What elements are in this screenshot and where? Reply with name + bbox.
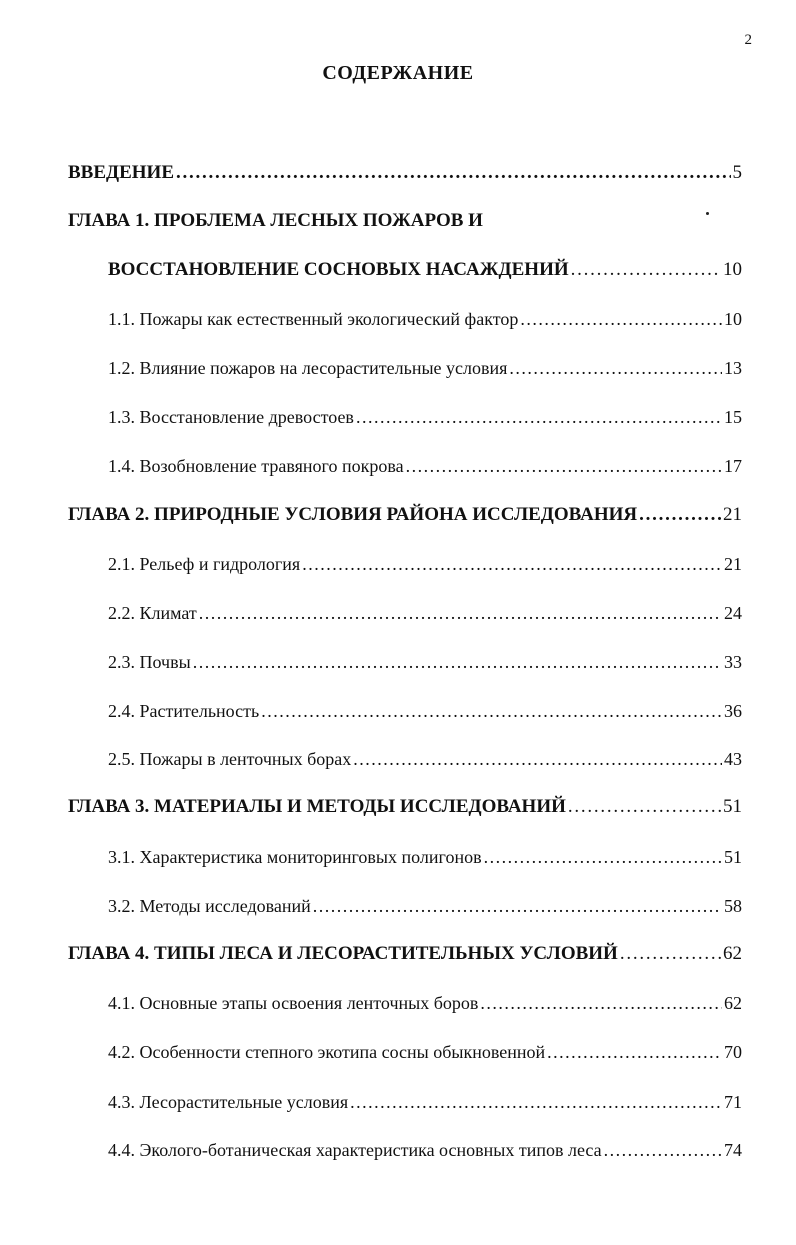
toc-entry-label: 1.2. Влияние пожаров на лесорастительные условия bbox=[108, 358, 508, 378]
toc-entry-2-3[interactable] bbox=[108, 649, 742, 675]
page-number: 2 bbox=[744, 32, 752, 48]
toc-entry-label: ВОССТАНОВЛЕНИЕ СОСНОВЫХ НАСАЖДЕНИЙ bbox=[108, 259, 569, 280]
toc-entry-1-2[interactable] bbox=[108, 355, 742, 381]
toc-entry-label: 2.5. Пожары в ленточных борах bbox=[108, 749, 352, 769]
toc-entry-chapter-1[interactable] bbox=[68, 208, 742, 234]
toc-entry-label: ГЛАВА 4. ТИПЫ ЛЕСА И ЛЕСОРАСТИТЕЛЬНЫХ УСЛОВИЙ bbox=[68, 943, 618, 964]
toc-entry-page: 43 bbox=[724, 749, 742, 769]
toc-entry-chapter-4[interactable] bbox=[68, 941, 742, 967]
toc-entry-page: 51 bbox=[723, 796, 742, 817]
toc-entry-label: ГЛАВА 1. ПРОБЛЕМА ЛЕСНЫХ ПОЖАРОВ И bbox=[68, 210, 483, 231]
toc-leader-dots bbox=[509, 355, 722, 381]
toc-leader-dots bbox=[193, 649, 722, 675]
toc-entry-2-1[interactable] bbox=[108, 551, 742, 577]
toc-entry-label: ГЛАВА 3. МАТЕРИАЛЫ И МЕТОДЫ ИССЛЕДОВАНИЙ bbox=[68, 796, 566, 817]
toc-entry-label: 1.3. Восстановление древостоев bbox=[108, 407, 354, 427]
toc-entry-introduction[interactable] bbox=[68, 160, 742, 186]
toc-entry-page: 36 bbox=[724, 701, 742, 721]
stray-mark bbox=[706, 212, 709, 215]
toc-entry-page: 5 bbox=[732, 162, 742, 183]
toc-leader-dots bbox=[302, 551, 722, 577]
toc-entry-label: 2.1. Рельеф и гидрология bbox=[108, 554, 301, 574]
toc-leader-dots bbox=[356, 404, 722, 430]
toc-entry-page: 17 bbox=[724, 456, 742, 476]
toc-entry-label: 2.3. Почвы bbox=[108, 652, 191, 672]
toc-leader-dots bbox=[520, 306, 722, 332]
toc-entry-page: 70 bbox=[724, 1042, 742, 1062]
toc-entry-4-4[interactable] bbox=[108, 1137, 742, 1163]
toc-leader-dots bbox=[313, 893, 722, 919]
toc-entry-label: 2.4. Растительность bbox=[108, 701, 260, 721]
toc-entry-label: 3.1. Характеристика мониторинговых полигонов bbox=[108, 847, 482, 867]
toc-entry-chapter-2[interactable] bbox=[68, 502, 742, 528]
toc-entry-4-3[interactable] bbox=[108, 1089, 742, 1115]
toc-leader-dots bbox=[571, 257, 721, 283]
toc-leader-dots bbox=[406, 453, 722, 479]
toc-entry-page: 51 bbox=[724, 847, 742, 867]
toc-entry-page: 24 bbox=[724, 603, 742, 623]
toc-entry-label: 2.2. Климат bbox=[108, 603, 197, 623]
toc-entry-2-5[interactable] bbox=[108, 746, 742, 772]
toc-entry-4-2[interactable] bbox=[108, 1039, 742, 1065]
toc-entry-chapter-3[interactable] bbox=[68, 794, 742, 820]
toc-entry-page: 71 bbox=[724, 1092, 742, 1112]
toc-entry-label: 1.4. Возобновление травяного покрова bbox=[108, 456, 404, 476]
toc-entry-3-1[interactable] bbox=[108, 844, 742, 870]
toc-entry-1-1[interactable] bbox=[108, 306, 742, 332]
toc-leader-dots bbox=[604, 1137, 722, 1163]
toc-entry-1-4[interactable] bbox=[108, 453, 742, 479]
toc-entry-page: 62 bbox=[724, 993, 742, 1013]
toc-entry-page: 13 bbox=[724, 358, 742, 378]
toc-entry-label: 4.4. Эколого-ботаническая характеристика основных типов леса bbox=[108, 1140, 602, 1160]
toc-entry-page: 58 bbox=[724, 896, 742, 916]
toc-entry-2-4[interactable] bbox=[108, 698, 742, 724]
toc-leader-dots bbox=[568, 794, 721, 820]
toc-entry-label: ВВЕДЕНИЕ bbox=[68, 162, 174, 183]
toc-entry-2-2[interactable] bbox=[108, 600, 742, 626]
toc-leader-dots bbox=[199, 600, 722, 626]
toc-leader-dots bbox=[639, 502, 721, 528]
toc-leader-dots bbox=[620, 941, 721, 967]
toc-entry-chapter-1-continued[interactable] bbox=[108, 257, 742, 283]
toc-entry-label: ГЛАВА 2. ПРИРОДНЫЕ УСЛОВИЯ РАЙОНА ИССЛЕДОВАНИЯ bbox=[68, 504, 638, 525]
toc-entry-1-3[interactable] bbox=[108, 404, 742, 430]
toc-leader-dots bbox=[353, 746, 722, 772]
toc-entry-page: 15 bbox=[724, 407, 742, 427]
toc-entry-label: 1.1. Пожары как естественный экологический фактор bbox=[108, 309, 519, 329]
toc-entry-4-1[interactable] bbox=[108, 990, 742, 1016]
toc-leader-dots bbox=[484, 844, 722, 870]
toc-title: СОДЕРЖАНИЕ bbox=[322, 62, 474, 84]
toc-entry-label: 4.1. Основные этапы освоения ленточных боров bbox=[108, 993, 479, 1013]
toc-entry-page: 33 bbox=[724, 652, 742, 672]
toc-entry-page: 10 bbox=[723, 259, 742, 280]
toc-leader-dots bbox=[547, 1039, 722, 1065]
toc-leader-dots bbox=[480, 990, 722, 1016]
toc-entry-page: 21 bbox=[723, 504, 742, 525]
toc-leader-dots bbox=[176, 160, 731, 186]
toc-entry-page: 10 bbox=[724, 309, 742, 329]
toc-entry-3-2[interactable] bbox=[108, 893, 742, 919]
toc-entry-label: 4.2. Особенности степного экотипа сосны обыкновенной bbox=[108, 1042, 546, 1062]
toc-entry-page: 62 bbox=[723, 943, 742, 964]
toc-entry-page: 21 bbox=[724, 554, 742, 574]
toc-entry-label: 4.3. Лесорастительные условия bbox=[108, 1092, 349, 1112]
toc-leader-dots bbox=[261, 698, 722, 724]
toc-entry-page: 74 bbox=[724, 1140, 742, 1160]
toc-entry-label: 3.2. Методы исследований bbox=[108, 896, 311, 916]
toc-leader-dots bbox=[350, 1089, 722, 1115]
